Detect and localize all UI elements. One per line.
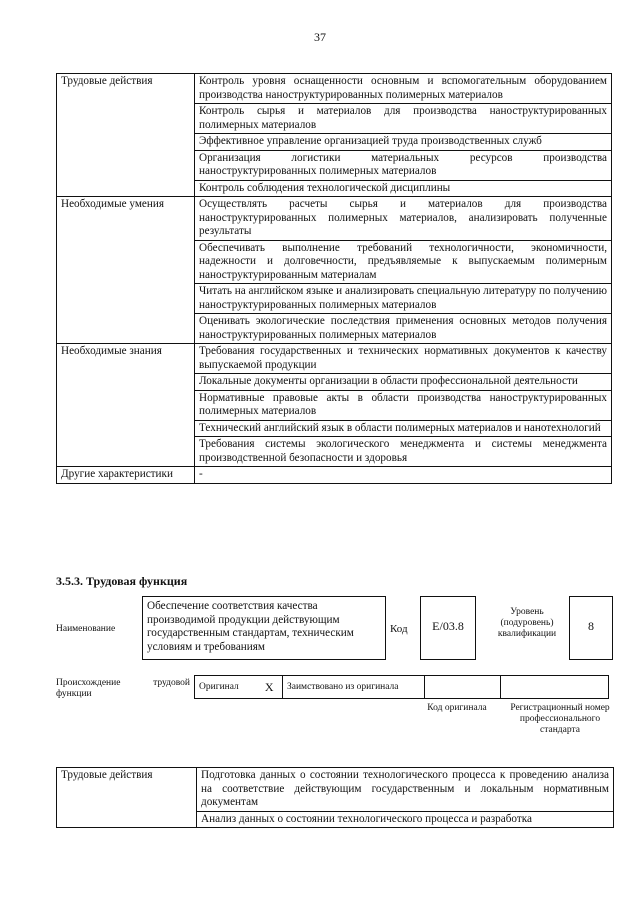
page-number: 37 [314,30,326,44]
borrowed-label: Заимствовано из оригинала [283,676,425,699]
table-cell: Нормативные правовые акты в области производства наноструктурированных полимерных материалов [195,390,612,420]
name-label: Наименование [56,624,116,634]
level-label: Уровень (подуровень) квалификации [497,607,557,639]
table-cell: Анализ данных о состоянии технологического процесса и разработка [197,811,614,828]
origin-label: Происхождение трудовой функции [56,678,190,699]
table-row [57,768,614,812]
code-label: Код [390,623,408,635]
row-label-skills: Необходимые умения [57,197,195,344]
row-label-labor-actions: Трудовые действия [57,768,197,828]
reg-number-cell [501,676,609,699]
table-cell: Обеспечивать выполнение требований технологичности, экономичности, надежности и долговечности, предъявляемые к выпускаемым полимерным наноструктурированным материалам [195,240,612,284]
code-original-cell [425,676,501,699]
table-cell: Требования государственных и технических нормативных документов к качеству выпускаемой продукции [195,344,612,374]
row-label-other: Другие характеристики [57,467,195,484]
row-label-labor-actions: Трудовые действия [57,74,195,197]
section-title: 3.5.3. Трудовая функция [56,574,188,588]
table-cell: Локальные документы организации в области профессиональной деятельности [195,374,612,391]
function-code-box: E/03.8 [420,596,476,660]
table-cell: Требования системы экологического менеджмента и системы менеджмента производственной безопасности и здоровья [195,437,612,467]
original-mark: X [257,676,283,699]
origin-table [194,675,609,699]
table-cell: Эффективное управление организацией труда производственных служб [195,134,612,151]
table-row [57,344,612,374]
table-row [57,467,612,484]
requirements-table [56,73,612,484]
table-cell: Контроль уровня оснащенности основным и вспомогательным оборудованием производства наноструктурированных полимерных материалов [195,74,612,104]
table-cell: Оценивать экологические последствия применения основных методов получения наноструктурированных полимерных материалов [195,314,612,344]
table-cell: Подготовка данных о состоянии технологического процесса к проведению анализа на соответствие действующим государственным и локальным нормативным документам [197,768,614,812]
table-row [57,74,612,104]
function-name-box: Обеспечение соответствия качества производимой продукции действующим государственным стандартам, техническим условиям и требованиям [142,596,386,660]
reg-number-label: Регистрационный номер профессионального стандарта [510,703,610,735]
table-cell: Контроль сырья и материалов для производства наноструктурированных полимерных материалов [195,104,612,134]
table-row [57,197,612,241]
row-label-knowledge: Необходимые знания [57,344,195,467]
table-cell: Читать на английском языке и анализировать специальную литературу по получению наноструктурированных полимерных материалов [195,284,612,314]
original-label: Оригинал [195,676,257,699]
table-cell: Контроль соблюдения технологической дисциплины [195,180,612,197]
table-row [195,676,609,699]
table-cell: Организация логистики материальных ресурсов производства наноструктурированных полимерных материалов [195,150,612,180]
code-original-label: Код оригинала [427,703,487,713]
table-cell: Технический английский язык в области полимерных материалов и нанотехнологий [195,420,612,437]
qualification-level-box: 8 [569,596,613,660]
labor-actions-table [56,767,614,828]
table-cell: Осуществлять расчеты сырья и материалов для производства наноструктурированных полимерных материалов, анализировать полученные результаты [195,197,612,241]
table-cell: - [195,467,612,484]
